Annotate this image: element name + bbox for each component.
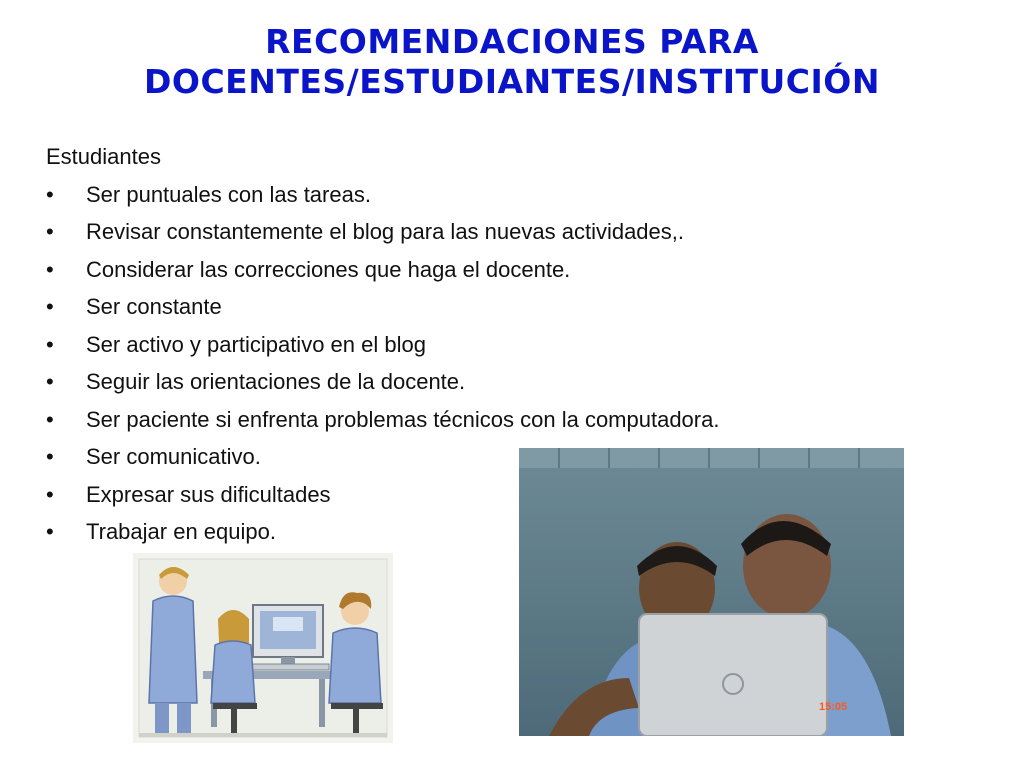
slide-title-line-2: DOCENTES/ESTUDIANTES/INSTITUCIÓN [144,62,880,101]
bullet-item [46,251,946,289]
bullet-icon: • [46,369,54,394]
bullet-icon: • [46,519,54,544]
bullet-text: Ser comunicativo. [86,444,261,469]
bullet-icon: • [46,331,54,357]
bullet-text: Considerar las correcciones que haga el docente. [86,256,571,282]
bullet-icon: • [46,444,54,469]
bullet-icon: • [46,256,54,282]
bullet-text: Ser paciente si enfrenta problemas técnicos con la computadora. [86,406,720,432]
photo-image [519,448,904,736]
bullet-text: Trabajar en equipo. [86,519,276,544]
slide-title-line-1: RECOMENDACIONES PARA [265,22,759,61]
bullet-item [46,363,946,401]
bullet-text: Expresar sus dificultades [86,481,331,507]
bullet-icon: • [46,219,54,244]
students-laptop-photo [519,448,904,736]
bullet-text: Seguir las orientaciones de la docente. [86,369,466,394]
bullet-text: Ser activo y participativo en el blog [86,331,426,357]
bullet-icon: • [46,481,54,507]
bullet-item [46,213,946,251]
bullet-icon: • [46,181,54,207]
bullet-item [46,401,946,439]
bullet-text: Revisar constantemente el blog para las nuevas actividades,. [86,219,685,244]
bullet-item [46,176,946,214]
slide-title [0,22,1024,102]
bullet-item [46,288,946,326]
bullet-text: Ser puntuales con las tareas. [86,181,371,207]
students-computer-illustration [133,553,393,743]
bullet-item [46,326,946,364]
photo-timestamp: 15:05 [819,701,848,713]
bullet-text: Ser constante [86,294,222,319]
section-heading: Estudiantes [46,144,161,169]
bullet-icon: • [46,294,54,319]
bullet-icon: • [46,406,54,432]
